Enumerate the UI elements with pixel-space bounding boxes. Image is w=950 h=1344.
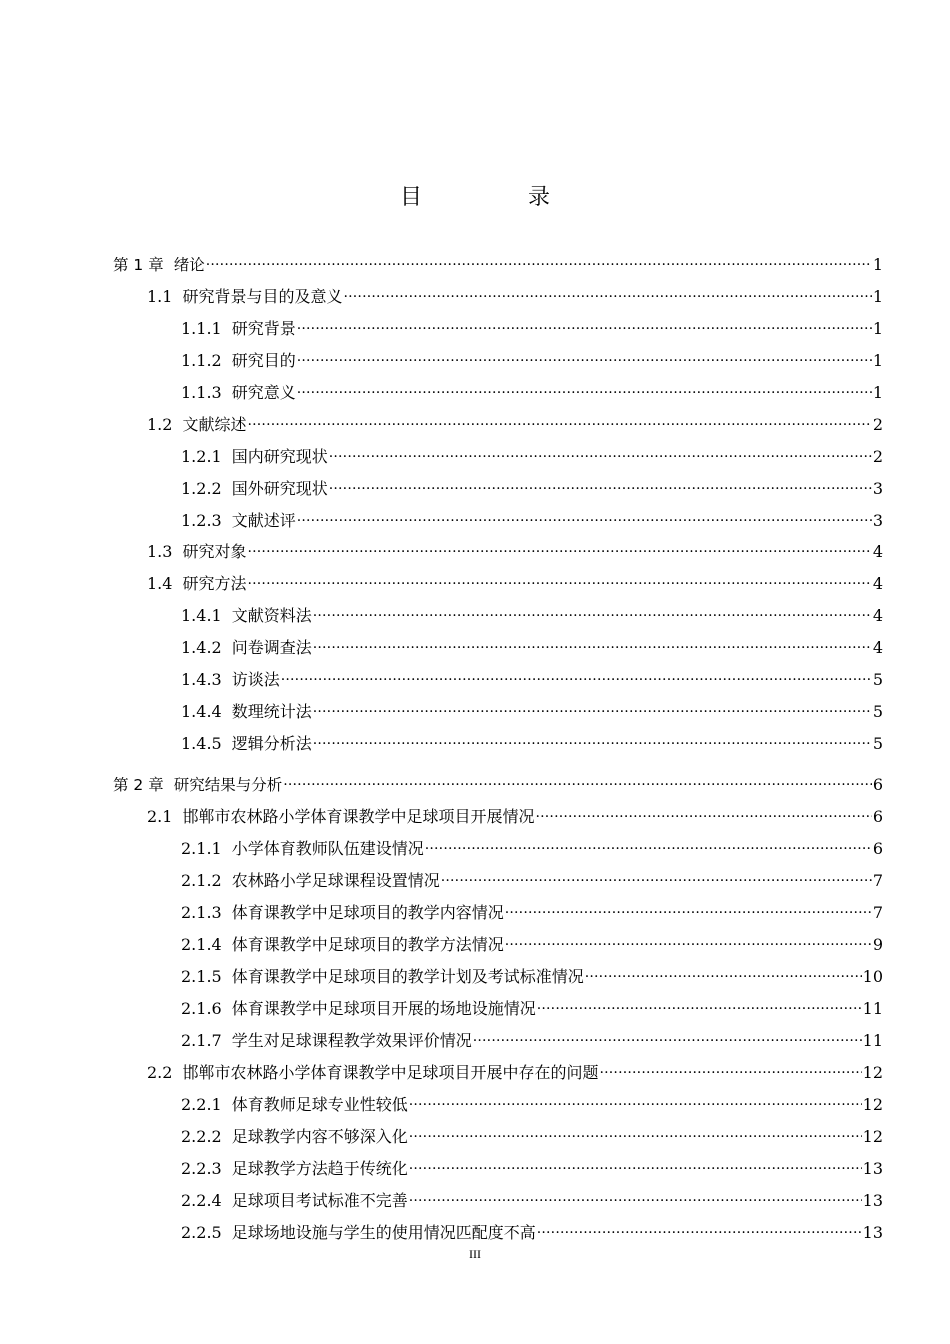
toc-entry-number: 2.1.2	[181, 871, 222, 890]
toc-entry-number: 1.4.5	[181, 734, 222, 753]
toc-entry[interactable]	[181, 725, 883, 753]
toc-entry-label: 问卷调查法	[231, 638, 312, 657]
toc-entry-number: 1.4	[147, 574, 173, 593]
toc-entry-label: 国内研究现状	[231, 447, 328, 466]
toc-entry-label: 体育课教学中足球项目的教学方法情况	[231, 935, 504, 954]
dot-leader	[537, 1214, 862, 1238]
toc-entry-label: 逻辑分析法	[231, 734, 312, 753]
toc-entry-page: 5	[872, 670, 883, 689]
toc-entry-label: 访谈法	[231, 670, 280, 689]
toc-entry[interactable]	[181, 894, 883, 922]
toc-entry-page: 11	[862, 999, 883, 1018]
toc-entry-page: 4	[872, 574, 883, 593]
toc-entry-label: 足球场地设施与学生的使用情况匹配度不高	[231, 1223, 536, 1242]
toc-entry-number: 1.4.4	[181, 702, 222, 721]
toc-entry-number: 2.1.3	[181, 903, 222, 922]
dot-leader	[247, 565, 871, 589]
toc-entry[interactable]	[147, 1054, 883, 1082]
toc-entry[interactable]	[113, 246, 883, 274]
toc-entry-page: 1	[872, 383, 883, 402]
toc-entry-number: 2.1.6	[181, 999, 222, 1018]
toc-entry-label: 文献述评	[231, 511, 296, 530]
toc-entry-number: 2.1.7	[181, 1031, 222, 1050]
dot-leader	[297, 374, 872, 398]
dot-leader	[313, 629, 872, 653]
dot-leader	[409, 1118, 862, 1142]
toc-entry-label: 体育课教学中足球项目开展的场地设施情况	[231, 999, 536, 1018]
toc-entry-label: 研究结果与分析	[173, 776, 283, 794]
toc-entry-number: 2.2.4	[181, 1191, 222, 1210]
toc-entry-label: 文献综述	[182, 415, 247, 434]
toc-entry-label: 足球教学方法趋于传统化	[231, 1159, 408, 1178]
toc-entry[interactable]	[147, 533, 883, 561]
dot-leader	[313, 597, 872, 621]
toc-entry[interactable]	[113, 766, 883, 794]
dot-leader	[247, 406, 871, 430]
toc-entry-label: 体育教师足球专业性较低	[231, 1095, 408, 1114]
toc-entry-page: 4	[872, 542, 883, 561]
dot-leader	[585, 958, 862, 982]
toc-entry-page: 4	[872, 638, 883, 657]
toc-entry-page: 1	[872, 319, 883, 338]
toc-entry[interactable]	[181, 438, 883, 466]
toc-entry-page: 7	[872, 871, 883, 890]
toc-entry[interactable]	[181, 1150, 883, 1178]
toc-entry[interactable]	[147, 406, 883, 434]
dot-leader	[441, 862, 872, 886]
dot-leader	[313, 725, 872, 749]
toc-entry-page: 3	[872, 511, 883, 530]
page-title: 目 录	[399, 185, 592, 210]
toc-entry-page: 3	[872, 479, 883, 498]
toc-entry-page: 7	[872, 903, 883, 922]
dot-leader	[343, 278, 871, 302]
dot-leader	[247, 533, 871, 557]
toc-entry-page: 6	[872, 775, 883, 794]
toc-entry-number: 第 1 章	[113, 256, 164, 274]
toc-entry-number: 1.3	[147, 542, 173, 561]
toc-entry-page: 5	[872, 734, 883, 753]
toc-entry-page: 5	[872, 702, 883, 721]
toc-entry-label: 小学体育教师队伍建设情况	[231, 839, 424, 858]
toc-entry-page: 1	[872, 255, 883, 274]
toc-entry-page: 12	[862, 1063, 883, 1082]
toc-entry-page: 13	[862, 1223, 883, 1242]
toc-entry[interactable]	[181, 926, 883, 954]
dot-leader	[473, 1022, 862, 1046]
dot-leader	[409, 1150, 862, 1174]
toc-entry-label: 研究对象	[182, 542, 247, 561]
toc-entry[interactable]	[181, 374, 883, 402]
toc-entry-label: 邯郸市农林路小学体育课教学中足球项目开展情况	[182, 807, 535, 826]
dot-leader	[409, 1182, 862, 1206]
toc-entry[interactable]	[181, 502, 883, 530]
toc-entry-page: 11	[862, 1031, 883, 1050]
toc-entry[interactable]	[181, 862, 883, 890]
toc-entry-number: 2.1	[147, 807, 173, 826]
dot-leader	[283, 766, 872, 790]
toc-entry-label: 足球项目考试标准不完善	[231, 1191, 408, 1210]
toc-entry-number: 1.1	[147, 287, 173, 306]
dot-leader	[535, 798, 871, 822]
toc-entry-number: 2.2.5	[181, 1223, 222, 1242]
toc-entry-number: 1.4.3	[181, 670, 222, 689]
toc-entry-number: 2.1.4	[181, 935, 222, 954]
toc-entry-page: 13	[862, 1159, 883, 1178]
toc-entry-number: 2.1.1	[181, 839, 222, 858]
toc-entry[interactable]	[181, 1214, 883, 1242]
toc-entry-label: 数理统计法	[231, 702, 312, 721]
toc-entry[interactable]	[181, 470, 883, 498]
dot-leader	[297, 342, 872, 366]
toc-entry[interactable]	[181, 958, 883, 986]
toc-entry-page: 1	[872, 287, 883, 306]
toc-entry[interactable]	[181, 1182, 883, 1210]
toc-entry-label: 绪论	[173, 256, 205, 274]
toc-entry-label: 文献资料法	[231, 606, 312, 625]
toc-entry-page: 12	[862, 1127, 883, 1146]
toc-entry-number: 1.2.2	[181, 479, 222, 498]
toc-entry-number: 2.1.5	[181, 967, 222, 986]
toc-entry-page: 2	[872, 447, 883, 466]
toc-entry[interactable]	[181, 661, 883, 689]
toc-entry[interactable]	[181, 693, 883, 721]
toc-entry-label: 研究背景与目的及意义	[182, 287, 343, 306]
page-number-footer: III	[469, 1247, 481, 1261]
toc-entry-number: 1.1.1	[181, 319, 222, 338]
toc-entry-number: 第 2 章	[113, 776, 164, 794]
toc-entry-label: 研究目的	[231, 351, 296, 370]
toc-entry[interactable]	[181, 597, 883, 625]
toc-entry-label: 学生对足球课程教学效果评价情况	[231, 1031, 472, 1050]
toc-entry-page: 6	[872, 839, 883, 858]
toc-entry[interactable]	[181, 830, 883, 858]
toc-entry[interactable]	[147, 798, 883, 826]
toc-entry-page: 12	[862, 1095, 883, 1114]
toc-entry-label: 邯郸市农林路小学体育课教学中足球项目开展中存在的问题	[182, 1063, 599, 1082]
toc-entry-page: 10	[862, 967, 883, 986]
dot-leader	[409, 1086, 862, 1110]
toc-entry[interactable]	[181, 990, 883, 1018]
toc-entry-label: 研究意义	[231, 383, 296, 402]
toc-entry-number: 1.2.1	[181, 447, 222, 466]
toc-entry-page: 4	[872, 606, 883, 625]
toc-entry-label: 研究背景	[231, 319, 296, 338]
dot-leader	[281, 661, 872, 685]
toc-entry-number: 2.2	[147, 1063, 173, 1082]
toc-entry-number: 1.1.2	[181, 351, 222, 370]
dot-leader	[505, 926, 872, 950]
toc-entry[interactable]	[181, 310, 883, 338]
dot-leader	[297, 502, 872, 526]
toc-entry-page: 6	[872, 807, 883, 826]
toc-entry-label: 国外研究现状	[231, 479, 328, 498]
toc-entry-page: 2	[872, 415, 883, 434]
dot-leader	[313, 693, 872, 717]
toc-entry-page: 9	[872, 935, 883, 954]
dot-leader	[425, 830, 872, 854]
dot-leader	[329, 470, 872, 494]
toc-entry-number: 1.1.3	[181, 383, 222, 402]
dot-leader	[537, 990, 862, 1014]
toc-entry-number: 1.4.2	[181, 638, 222, 657]
toc-entry-number: 1.2.3	[181, 511, 222, 530]
toc-entry-label: 农林路小学足球课程设置情况	[231, 871, 440, 890]
toc-entry-page: 1	[872, 351, 883, 370]
toc-entry-number: 1.4.1	[181, 606, 222, 625]
dot-leader	[297, 310, 872, 334]
toc-entry[interactable]	[181, 1022, 883, 1050]
toc-entry[interactable]	[147, 278, 883, 306]
toc-entry-label: 体育课教学中足球项目的教学计划及考试标准情况	[231, 967, 584, 986]
toc-entry[interactable]	[181, 1086, 883, 1114]
toc-entry[interactable]	[181, 342, 883, 370]
toc-entry-number: 2.2.3	[181, 1159, 222, 1178]
toc-entry-number: 2.2.1	[181, 1095, 222, 1114]
dot-leader	[329, 438, 872, 462]
toc-entry[interactable]	[181, 629, 883, 657]
toc-entry[interactable]	[181, 1118, 883, 1146]
dot-leader	[505, 894, 872, 918]
toc-entry-label: 研究方法	[182, 574, 247, 593]
toc-entry-label: 足球教学内容不够深入化	[231, 1127, 408, 1146]
toc-entry-page: 13	[862, 1191, 883, 1210]
toc-entry[interactable]	[147, 565, 883, 593]
dot-leader	[206, 246, 872, 270]
toc-entry-label: 体育课教学中足球项目的教学内容情况	[231, 903, 504, 922]
dot-leader	[599, 1054, 861, 1078]
toc-entry-number: 2.2.2	[181, 1127, 222, 1146]
toc-entry-number: 1.2	[147, 415, 173, 434]
